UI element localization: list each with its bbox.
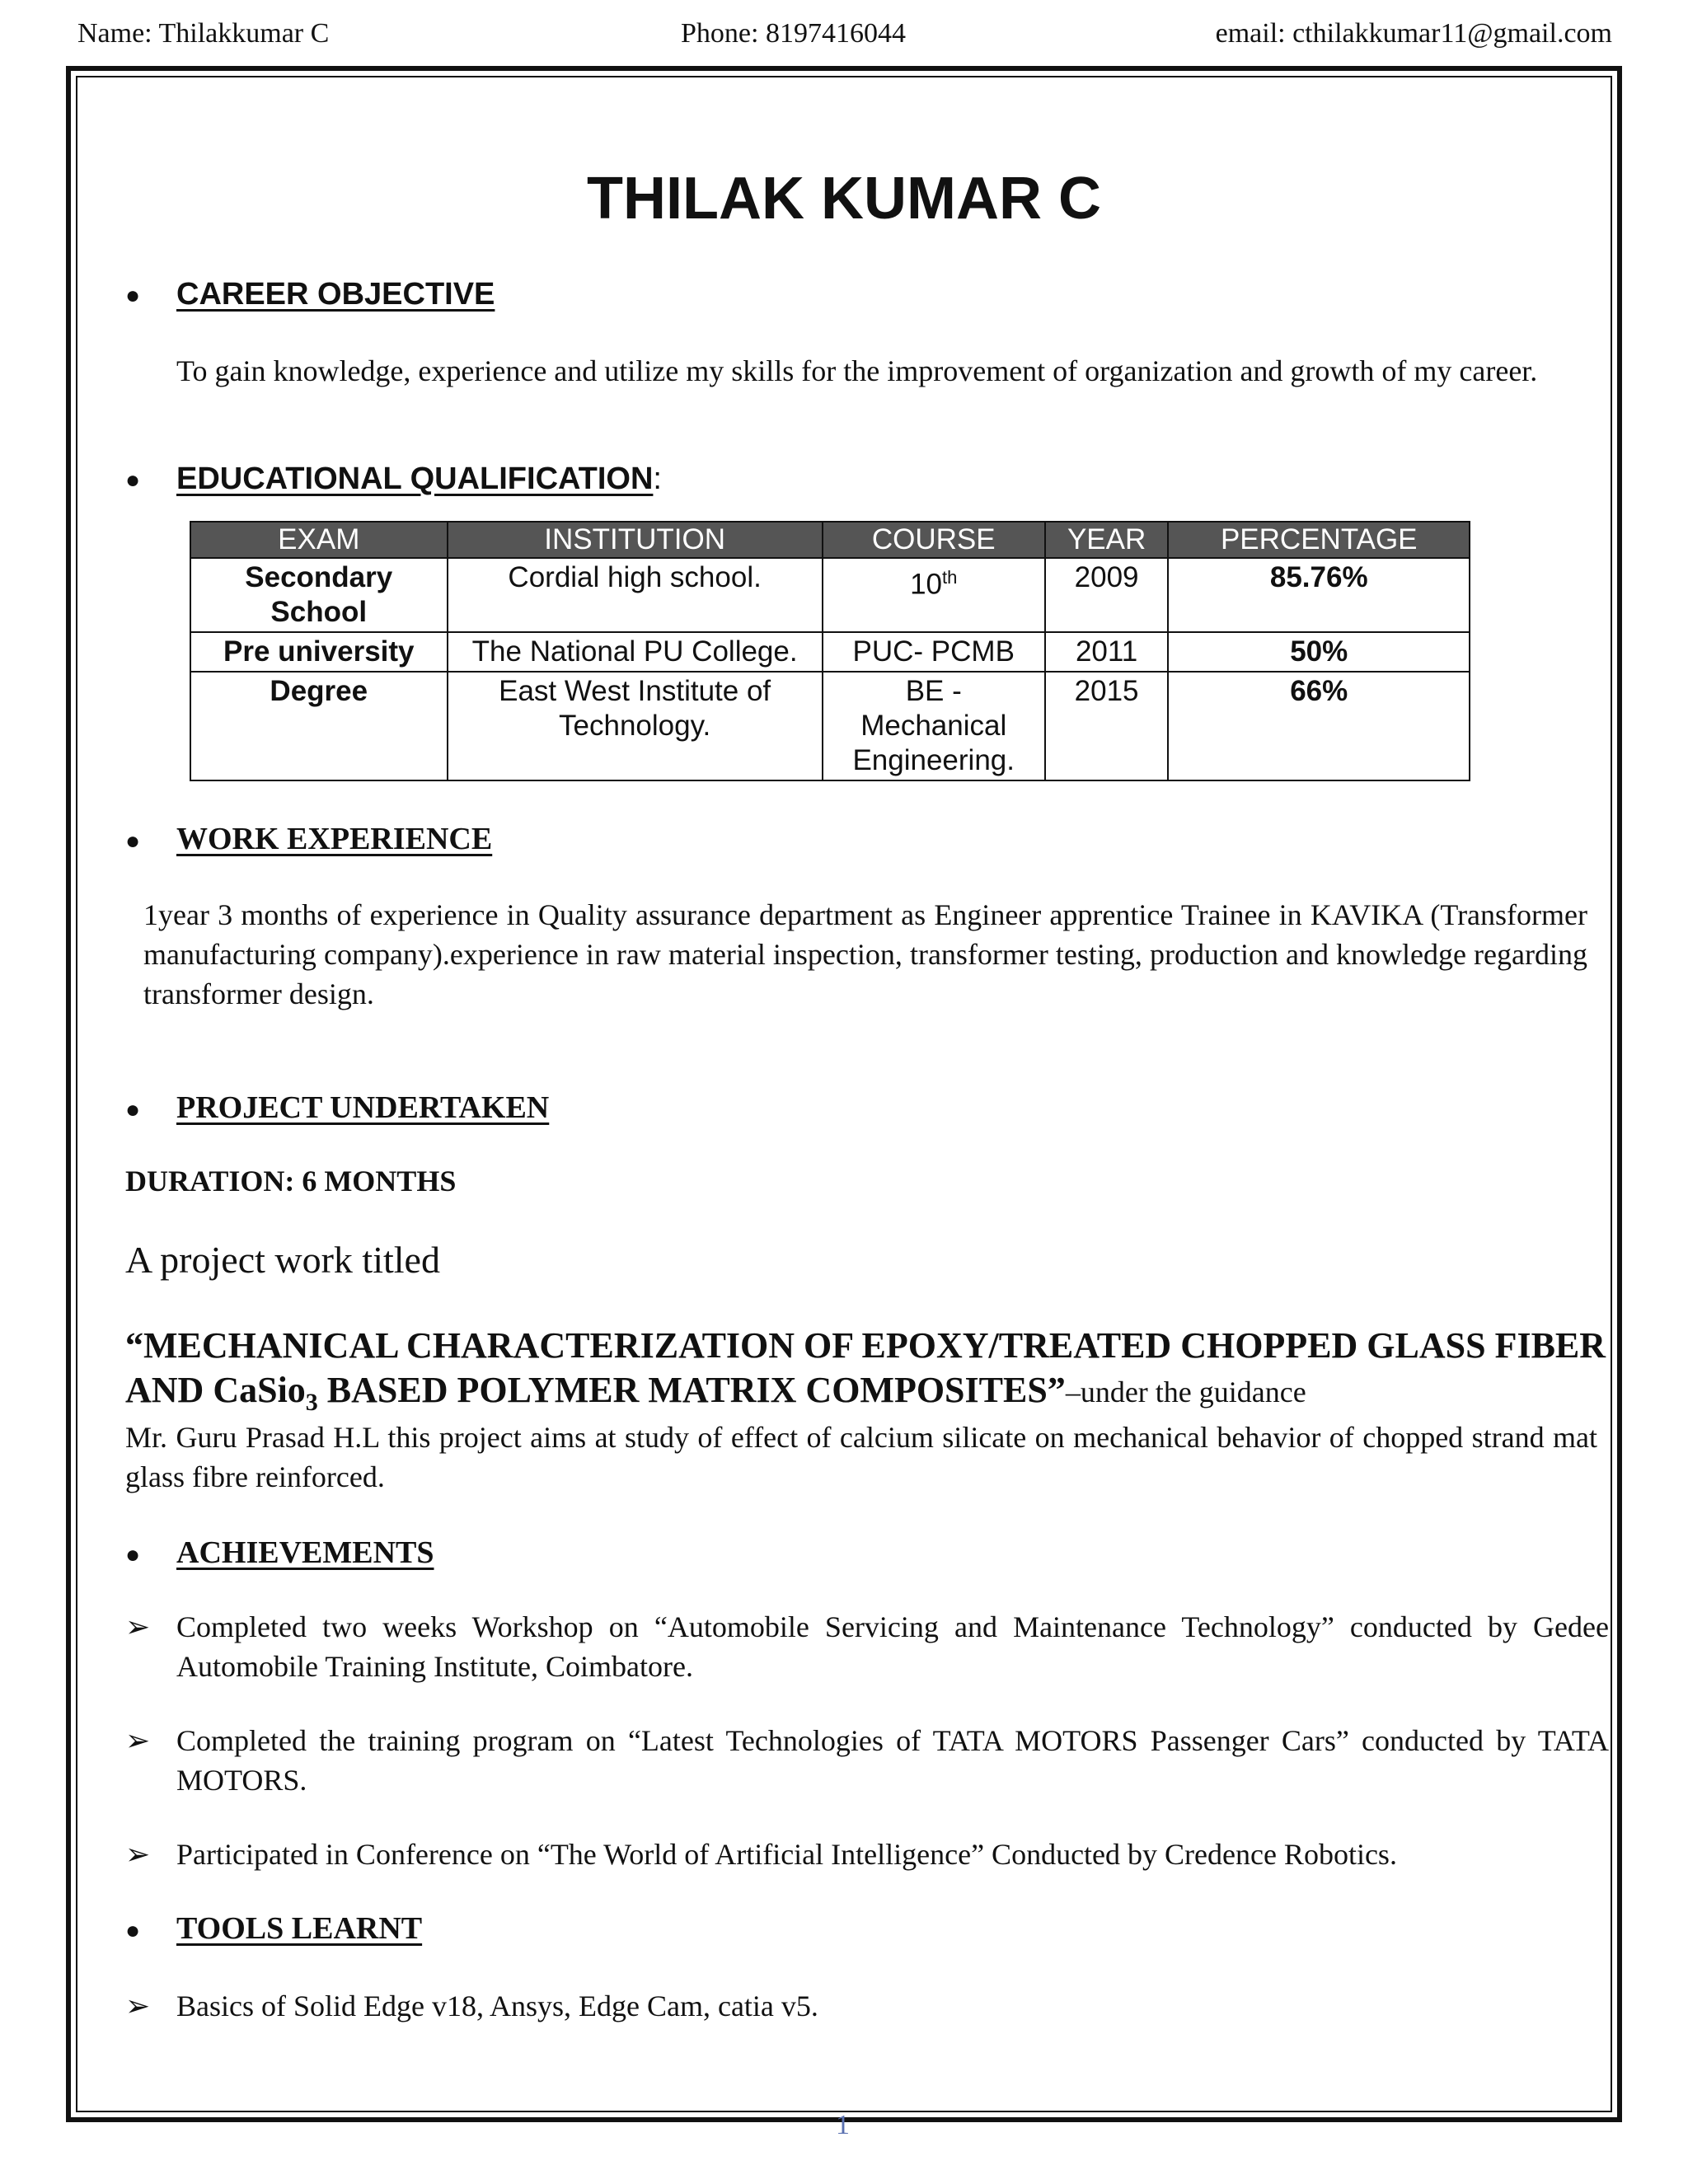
heading-colon: : — [653, 462, 662, 496]
column-header: COURSE — [823, 522, 1045, 558]
cell-percentage: 66% — [1168, 672, 1470, 780]
cell-institution: The National PU College. — [448, 632, 823, 672]
project-title — [125, 1324, 1609, 1425]
section-heading: PROJECT UNDERTAKEN — [176, 1090, 550, 1125]
arrow-bullet-icon: ➢ — [125, 1838, 151, 1871]
cell-institution: Cordial high school. — [448, 558, 823, 632]
column-header: PERCENTAGE — [1168, 522, 1470, 558]
bullet-icon: ● — [125, 466, 141, 494]
project-intro: A project work titled — [125, 1239, 440, 1281]
header-phone: Phone: 8197416044 — [681, 18, 906, 49]
section-heading: WORK EXPERIENCE — [176, 822, 493, 856]
section-education — [125, 462, 662, 497]
column-header: INSTITUTION — [448, 522, 823, 558]
cell-course: BE - Mechanical Engineering. — [823, 672, 1045, 780]
arrow-bullet-icon: ➢ — [125, 1610, 151, 1643]
cell-course — [823, 558, 1045, 632]
column-header: YEAR — [1045, 522, 1169, 558]
cell-exam: Secondary School — [190, 558, 448, 632]
work-experience-text: 1year 3 months of experience in Quality assurance department as Engineer apprentice Trainee in KAVIKA (Transformer manufacturing company).experience in raw material inspection, transformer testing, production and knowledge regarding transformer design. — [143, 898, 1587, 1010]
tool-text: Basics of Solid Edge v18, Ansys, Edge Cam, catia v5. — [176, 1990, 818, 2022]
project-title-subscript: 3 — [305, 1388, 318, 1416]
header-name: Name: Thilakkumar C — [77, 18, 330, 49]
section-heading: ACHIEVEMENTS — [176, 1535, 434, 1570]
section-heading: CAREER OBJECTIVE — [176, 277, 495, 312]
achievement-text: Completed the training program on “Latest Technologies of TATA MOTORS Passenger Cars” conducted by TATA MOTORS. — [176, 1724, 1609, 1797]
section-heading: EDUCATIONAL QUALIFICATION — [176, 462, 654, 496]
page-number: 1 — [836, 2110, 850, 2140]
cell-institution: East West Institute of Technology. — [448, 672, 823, 780]
table-row — [190, 558, 1470, 632]
header-email: email: cthilakkumar11@gmail.com — [1215, 18, 1612, 49]
arrow-bullet-icon: ➢ — [125, 1990, 151, 2022]
section-career-objective — [125, 277, 495, 312]
bullet-icon: ● — [125, 281, 141, 309]
bullet-icon: ● — [125, 827, 141, 855]
cell-percentage: 85.76% — [1168, 558, 1470, 632]
table-row — [190, 632, 1470, 672]
section-tools — [125, 1910, 422, 1947]
project-guidance: –under the guidance — [1065, 1376, 1306, 1408]
arrow-bullet-icon: ➢ — [125, 1724, 151, 1757]
cell-percentage: 50% — [1168, 632, 1470, 672]
project-title-part2: BASED POLYMER MATRIX COMPOSITES” — [317, 1370, 1066, 1410]
section-work-experience — [125, 821, 492, 857]
section-project — [125, 1090, 549, 1126]
cell-year: 2011 — [1045, 632, 1169, 672]
cell-year: 2009 — [1045, 558, 1169, 632]
cell-exam: Pre university — [190, 632, 448, 672]
cell-course: PUC- PCMB — [823, 632, 1045, 672]
project-title-part1: “MECHANICAL CHARACTERIZATION OF EPOXY/TREATED CHOPPED GLASS FIBER AND CaSio — [125, 1325, 1606, 1410]
achievement-text: Participated in Conference on “The World of Artificial Intelligence” Conducted by Credence Robotics. — [176, 1838, 1397, 1871]
page-title: THILAK KUMAR C — [587, 166, 1101, 232]
project-duration: DURATION: 6 MONTHS — [125, 1165, 457, 1197]
cell-exam: Degree — [190, 672, 448, 780]
course-text: 10 — [910, 568, 943, 601]
project-description: Mr. Guru Prasad H.L this project aims at study of effect of calcium silicate on mechanical behavior of chopped strand mat glass fibre reinforced. — [125, 1421, 1597, 1493]
table-row — [190, 672, 1470, 780]
section-achievements — [125, 1535, 434, 1571]
education-table — [190, 521, 1470, 781]
bullet-icon: ● — [125, 1917, 141, 1945]
section-heading: TOOLS LEARNT — [176, 1911, 423, 1946]
career-objective-text: To gain knowledge, experience and utilize my skills for the improvement of organization and growth of my career. — [176, 354, 1538, 387]
achievement-text: Completed two weeks Workshop on “Automobile Servicing and Maintenance Technology” conducted by Gedee Automobile Training Institute, Coimbatore. — [176, 1610, 1609, 1683]
table-header-row — [190, 522, 1470, 558]
cell-year: 2015 — [1045, 672, 1169, 780]
bullet-icon: ● — [125, 1541, 141, 1569]
column-header: EXAM — [190, 522, 448, 558]
course-superscript: th — [942, 567, 958, 588]
bullet-icon: ● — [125, 1096, 141, 1124]
